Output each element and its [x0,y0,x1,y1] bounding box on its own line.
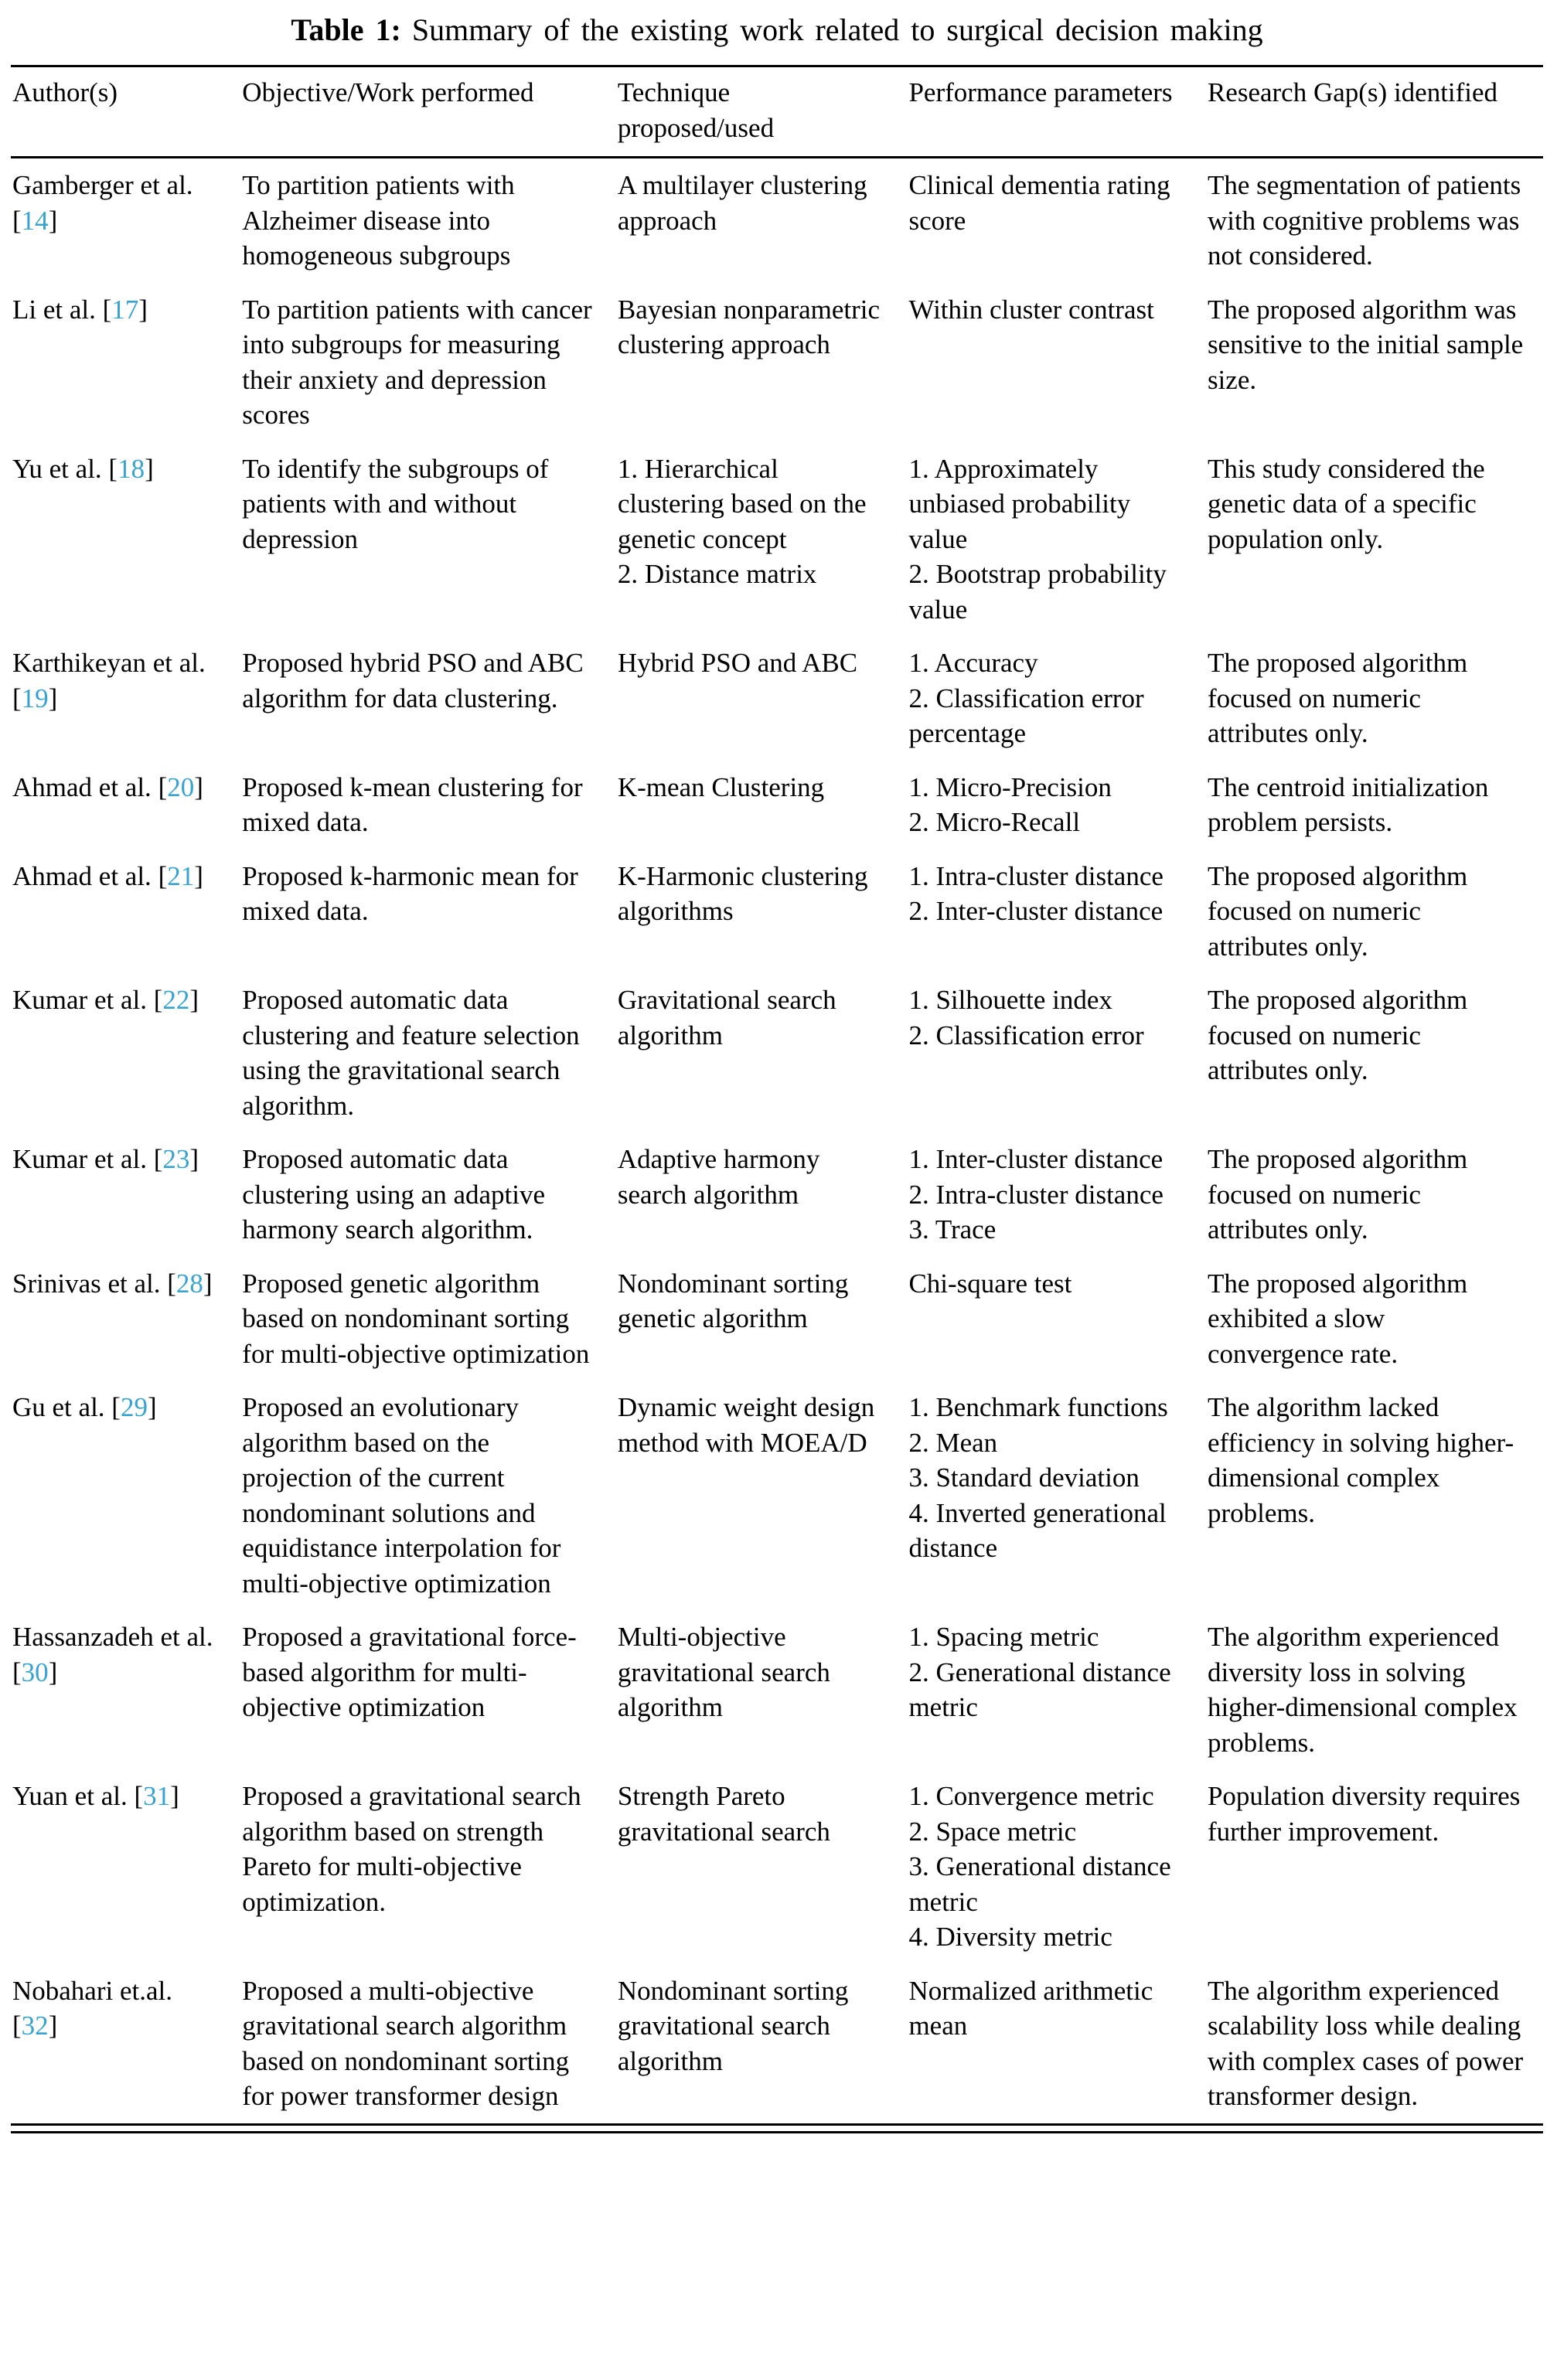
citation-bracket-open: [ [104,1392,121,1422]
citation-ref-link[interactable]: 14 [21,205,49,236]
cell-text: 2. Generational distance metric [908,1656,1171,1722]
citation-bracket-open: [ [12,683,22,713]
cell-text: 1. Silhouette index [908,985,1112,1015]
column-header: Objective/Work performed [240,66,616,158]
table-row [11,158,1543,283]
citation-ref-link[interactable]: 17 [111,294,139,325]
cell-text: 1. Inter-cluster distance [908,1144,1163,1174]
cell-text: 2. Mean [908,1427,998,1458]
author-name: Kumar et al. [12,1144,147,1174]
cell-text: Adaptive harmony search algorithm [617,1144,820,1210]
citation-ref-link[interactable]: 21 [167,860,195,891]
citation-bracket-close: ] [48,2011,58,2041]
citation-bracket-open: [ [151,860,168,891]
cell-text: The proposed algorithm focused on numeric attributes only. [1207,985,1468,1085]
cell-text: Clinical dementia rating score [908,170,1170,236]
cell-text: The algorithm experienced scalability loss while dealing with complex cases of power transformer design. [1207,1975,1524,2111]
citation-ref-link[interactable]: 19 [21,683,49,713]
author-name: Srinivas et al. [12,1268,161,1299]
performance-cell [907,442,1205,637]
citation-bracket-close: ] [194,860,203,891]
cell-text: 1. Micro-Precision [908,771,1112,802]
cell-text: 2. Inter-cluster distance [908,896,1163,926]
citation-ref-link[interactable]: 31 [143,1781,171,1811]
objective-cell [240,283,616,442]
table-row [11,283,1543,442]
cell-text: The segmentation of patients with cognitive problems was not considered. [1207,170,1521,271]
gap-cell [1206,636,1543,761]
performance-cell [907,1610,1205,1769]
gap-cell [1206,1769,1543,1964]
header-row [11,66,1543,158]
cell-text: Bayesian nonparametric clustering approach [617,294,881,359]
citation-bracket-close: ] [189,985,199,1015]
cell-text: The proposed algorithm focused on numeric attributes only. [1207,1144,1468,1244]
cell-text: The proposed algorithm focused on numeric attributes only. [1207,860,1468,962]
table-row [11,973,1543,1132]
objective-cell [240,1257,616,1381]
table-row [11,761,1543,850]
citation-ref-link[interactable]: 30 [21,1656,49,1687]
column-header: Author(s) [11,66,240,158]
author-name: Gu et al. [12,1392,105,1422]
cell-text: Proposed automatic data clustering using an adaptive harmony search algorithm. [242,1144,545,1244]
cell-text: 4. Diversity metric [908,1922,1112,1952]
technique-cell [616,761,908,850]
cell-text: Normalized arithmetic mean [908,1975,1153,2041]
cell-text: 1. Benchmark functions [908,1392,1168,1422]
cell-text: Strength Pareto gravitational search [617,1781,830,1847]
cell-text: To partition patients with cancer into subgroups for measuring their anxiety and depression scores [242,294,592,430]
author-cell [11,850,240,974]
gap-cell [1206,1964,1543,2125]
cell-text: K-mean Clustering [617,771,825,802]
cell-text: 1. Approximately unbiased probability value [908,453,1131,554]
citation-bracket-open: [ [127,1781,144,1811]
citation-bracket-open: [ [151,771,168,802]
column-header: Research Gap(s) identified [1206,66,1543,158]
technique-cell [616,1964,908,2125]
cell-text: Proposed k-mean clustering for mixed data. [242,771,583,837]
cell-text: A multilayer clustering approach [617,170,867,236]
objective-cell [240,158,616,283]
cell-text: Multi-objective gravitational search algorithm [617,1622,830,1722]
citation-bracket-close: ] [170,1781,179,1811]
cell-text: Proposed k-harmonic mean for mixed data. [242,860,578,926]
performance-cell [907,1964,1205,2125]
cell-text: Nondominant sorting genetic algorithm [617,1268,849,1333]
author-cell [11,1381,240,1610]
performance-cell [907,158,1205,283]
cell-text: 3. Standard deviation [908,1462,1140,1493]
author-name: Karthikeyan et al. [12,648,206,678]
gap-cell [1206,442,1543,637]
author-name: Yu et al. [12,453,102,484]
cell-text: Hybrid PSO and ABC [617,648,858,678]
technique-cell [616,973,908,1132]
table-row [11,850,1543,974]
citation-ref-link[interactable]: 32 [21,2011,49,2041]
performance-cell [907,761,1205,850]
objective-cell [240,1610,616,1769]
cell-text: The proposed algorithm was sensitive to the initial sample size. [1207,294,1524,395]
cell-text: Dynamic weight design method with MOEA/D [617,1392,875,1458]
citation-bracket-open: [ [95,294,112,325]
cell-text: To partition patients with Alzheimer disease into homogeneous subgroups [242,170,515,271]
author-name: Ahmad et al. [12,860,152,891]
citation-ref-link[interactable]: 28 [175,1268,203,1299]
citation-bracket-open: [ [12,2011,22,2041]
table-row [11,1381,1543,1610]
citation-bracket-open: [ [160,1268,176,1299]
technique-cell [616,158,908,283]
performance-cell [907,1381,1205,1610]
technique-cell [616,1257,908,1381]
cell-text: Chi-square test [908,1268,1072,1299]
bottom-rule [11,2131,1543,2133]
author-name: Ahmad et al. [12,771,152,802]
cell-text: 1. Convergence metric [908,1781,1154,1811]
gap-cell [1206,850,1543,974]
table-caption-label: Table 1: [291,12,401,47]
author-name: Yuan et al. [12,1781,128,1811]
gap-cell [1206,1257,1543,1381]
author-cell [11,636,240,761]
author-cell [11,973,240,1132]
column-header: Performance parameters [907,66,1205,158]
citation-bracket-open: [ [12,205,22,236]
cell-text: K-Harmonic clustering algorithms [617,860,868,926]
gap-cell [1206,283,1543,442]
cell-text: Proposed a gravitational search algorithm based on strength Pareto for multi-objective optimization. [242,1781,581,1917]
column-header: Technique proposed/used [616,66,908,158]
objective-cell [240,1769,616,1964]
table-row [11,636,1543,761]
citation-ref-link[interactable]: 20 [167,771,195,802]
cell-text: The centroid initialization problem persists. [1207,771,1489,837]
author-name: Gamberger et al. [12,170,193,200]
objective-cell [240,636,616,761]
cell-text: Proposed hybrid PSO and ABC algorithm for data clustering. [242,648,584,713]
technique-cell [616,1132,908,1257]
author-name: Hassanzadeh et al. [12,1622,213,1652]
gap-cell [1206,1132,1543,1257]
gap-cell [1206,761,1543,850]
table-row [11,1610,1543,1769]
objective-cell [240,761,616,850]
citation-bracket-close: ] [138,294,148,325]
table-row [11,1769,1543,1964]
citation-ref-link[interactable]: 29 [120,1392,148,1422]
objective-cell [240,973,616,1132]
cell-text: 1. Accuracy [908,648,1038,678]
author-cell [11,1610,240,1769]
performance-cell [907,636,1205,761]
objective-cell [240,850,616,974]
cell-text: 2. Classification error percentage [908,683,1144,748]
cell-text: 2. Space metric [908,1816,1077,1847]
cell-text: 1. Spacing metric [908,1622,1099,1652]
citation-bracket-open: [ [146,1144,163,1174]
technique-cell [616,1769,908,1964]
author-cell [11,158,240,283]
cell-text: The algorithm lacked efficiency in solving higher-dimensional complex problems. [1207,1392,1514,1528]
cell-text: 4. Inverted generational distance [908,1497,1167,1563]
author-cell [11,761,240,850]
citation-bracket-open: [ [12,1656,22,1687]
author-cell [11,283,240,442]
cell-text: Gravitational search algorithm [617,985,836,1050]
cell-text: 2. Distance matrix [617,559,817,589]
citation-bracket-close: ] [189,1144,199,1174]
cell-text: Within cluster contrast [908,294,1154,325]
technique-cell [616,283,908,442]
cell-text: 2. Bootstrap probability value [908,559,1167,625]
cell-text: The proposed algorithm focused on numeric attributes only. [1207,648,1468,748]
cell-text: Population diversity requires further improvement. [1207,1781,1521,1847]
author-name: Kumar et al. [12,985,147,1015]
performance-cell [907,1257,1205,1381]
author-cell [11,1257,240,1381]
cell-text: Proposed a multi-objective gravitational search algorithm based on nondominant sorting for power transformer design [242,1975,570,2111]
table-caption-text: Summary of the existing work related to surgical decision making [411,12,1263,47]
cell-text: 3. Generational distance metric [908,1851,1171,1917]
table-header [11,66,1543,158]
cell-text: To identify the subgroups of patients with and without depression [242,453,549,554]
objective-cell [240,1381,616,1610]
gap-cell [1206,1381,1543,1610]
citation-bracket-close: ] [48,205,58,236]
cell-text: Proposed a gravitational force-based algorithm for multi-objective optimization [242,1622,577,1722]
performance-cell [907,1132,1205,1257]
cell-text: 2. Intra-cluster distance [908,1179,1163,1210]
citation-bracket-open: [ [146,985,163,1015]
citation-bracket-close: ] [194,771,203,802]
objective-cell [240,1964,616,2125]
author-cell [11,1132,240,1257]
citation-bracket-close: ] [203,1268,213,1299]
gap-cell [1206,973,1543,1132]
author-name: Li et al. [12,294,96,325]
technique-cell [616,1381,908,1610]
cell-text: 1. Hierarchical clustering based on the genetic concept [617,453,867,554]
citation-bracket-close: ] [145,453,154,484]
cell-text: 2. Classification error [908,1020,1144,1050]
author-cell [11,1769,240,1964]
table-caption [11,11,1543,49]
performance-cell [907,973,1205,1132]
technique-cell [616,1610,908,1769]
citation-ref-link[interactable]: 23 [162,1144,190,1174]
performance-cell [907,283,1205,442]
objective-cell [240,442,616,637]
performance-cell [907,1769,1205,1964]
cell-text: Proposed automatic data clustering and feature selection using the gravitational search algorithm. [242,985,580,1121]
technique-cell [616,850,908,974]
technique-cell [616,442,908,637]
table-row [11,442,1543,637]
cell-text: This study considered the genetic data of a specific population only. [1207,453,1485,554]
cell-text: 1. Intra-cluster distance [908,860,1163,891]
cell-text: The proposed algorithm exhibited a slow convergence rate. [1207,1268,1468,1369]
gap-cell [1206,158,1543,283]
citation-bracket-open: [ [101,453,118,484]
citation-ref-link[interactable]: 18 [118,453,145,484]
cell-text: Proposed genetic algorithm based on nondominant sorting for multi-objective optimization [242,1268,590,1369]
author-name: Nobahari et.al. [12,1975,172,2006]
cell-text: 3. Trace [908,1214,997,1244]
cell-text: 2. Micro-Recall [908,807,1081,837]
table-row [11,1257,1543,1381]
citation-bracket-close: ] [147,1392,157,1422]
objective-cell [240,1132,616,1257]
cell-text: Nondominant sorting gravitational search algorithm [617,1975,849,2076]
table-body [11,158,1543,2125]
citation-ref-link[interactable]: 22 [162,985,190,1015]
citation-bracket-close: ] [48,1656,58,1687]
author-cell [11,442,240,637]
citation-bracket-close: ] [48,683,58,713]
author-cell [11,1964,240,2125]
gap-cell [1206,1610,1543,1769]
table-row [11,1964,1543,2125]
cell-text: The algorithm experienced diversity loss in solving higher-dimensional complex problems. [1207,1622,1518,1758]
technique-cell [616,636,908,761]
cell-text: Proposed an evolutionary algorithm based on the projection of the current nondominant solutions and equidistance interpolation for multi-objective optimization [242,1392,561,1599]
summary-table [11,65,1543,2126]
table-row [11,1132,1543,1257]
performance-cell [907,850,1205,974]
